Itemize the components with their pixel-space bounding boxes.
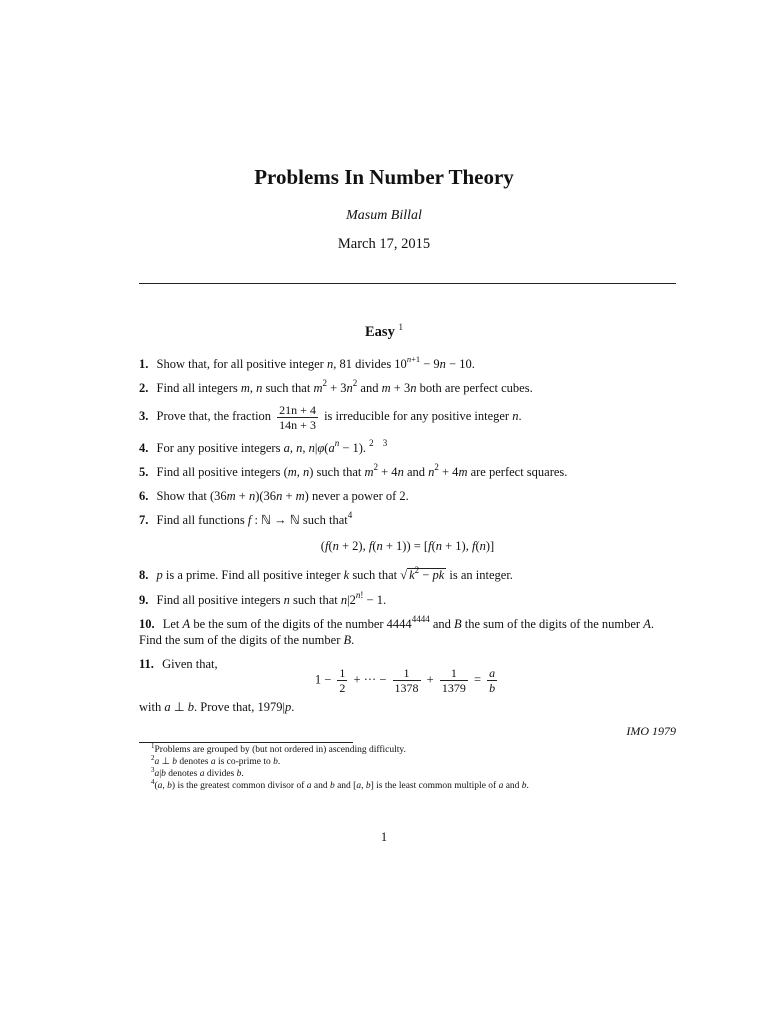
problem-number: 5. [139,465,149,479]
problem-text: p is a prime. Find all positive integer k such that √ $k^2$ − pk is an integer. [156,565,513,582]
problem-text: Given that, [162,657,218,671]
problem-1 [139,356,676,372]
footnote-divider [139,742,353,743]
problem-11-equation: 1 − $\frac{1}{2}$ + ··· − $\frac{1}{1378}$ + $\frac{1}{1379}$ = $\frac{a}{b}$ [314,666,496,695]
section-heading [0,324,768,341]
problem-3 [139,403,676,432]
problem-number: 11. [139,657,154,671]
problem-8 [139,567,676,583]
problem-text: Prove that, the fraction $\frac{21n + 4}{14n + 3}$ is irreducible for any positive integer n. [156,403,522,432]
paper-date: March 17, 2015 [337,236,431,252]
problem-11-conclusion: with a ⊥ b. Prove that, 1979|p. [139,700,295,714]
footnote-4: $^4$(a, b) is the greatest common divisor of a and b and [a, b] is the least common multiple of a and b. [151,778,529,791]
problem-number: 1. [139,357,149,371]
problem-text: Show that, for all positive integer n, 81 divides $10^{n+1} - 9n - 10$. [156,354,475,371]
problem-text: Find all positive integers (m, n) such that $m^2 + 4n$ and $n^2 + 4m$ are perfect squares. [156,462,568,479]
problem-text: Let A be the sum of the digits of the number $4444^{4444}$ and B the sum of the digits of the number A. Find the sum of the digits of the number B. [139,614,654,647]
problem-10 [139,616,676,648]
problem-2 [139,380,676,396]
problem-7-equation: (f(n + 2), f(n + 1)) = [f(n + 1), f(n)] [320,539,495,553]
problem-text: For any positive integers a, n, $n|\varphi(a^n - 1)$. [156,438,367,455]
section-footnote-mark: 1 [398,322,403,332]
problem-number: 2. [139,381,149,395]
problem-text: Find all integers m, n such that $m^2 + 3n^2$ and m + 3n both are perfect cubes. [156,378,533,395]
problem-5 [139,464,676,480]
problem-number: 9. [139,593,149,607]
fraction: $\frac{21n + 4}{14n + 3}$ [279,403,316,432]
page-number: 1 [380,830,388,844]
section-title: Easy [365,324,395,340]
problem-number: 10. [139,617,155,631]
problem-number: 7. [139,513,149,527]
paper-author: Masum Billal [346,208,422,223]
problem-text: Find all positive integers n such that $n|2^{n!} - 1$. [156,590,387,607]
title-divider [139,283,676,284]
problem-number: 4. [139,441,149,455]
problem-text: Find all functions f : ℕ → ℕ such that [156,513,348,527]
problem-number: 3. [139,409,149,424]
footnote-1: $^1$Problems are grouped by (but not ordered in) ascending difficulty. [151,742,406,755]
footnote-3: $^3$a|b denotes a divides b. [151,766,244,779]
problem-6 [139,488,676,504]
problem-4 [139,440,676,456]
footnote-mark: 2 [369,438,374,448]
problem-7 [139,512,676,528]
paper-title: Problems In Number Theory [254,165,514,189]
footnote-2: $^2$a ⊥ b denotes a is co-prime to b. [151,754,281,767]
footnote-mark: 3 [382,438,388,448]
problem-source: IMO 1979 [626,724,676,738]
problem-number: 6. [139,489,149,503]
problem-number: 8. [139,568,149,582]
problem-text: Show that (36m + n)(36n + m) never a power of 2. [156,489,409,503]
footnote-mark: 4 [347,510,353,520]
problem-9 [139,592,676,608]
